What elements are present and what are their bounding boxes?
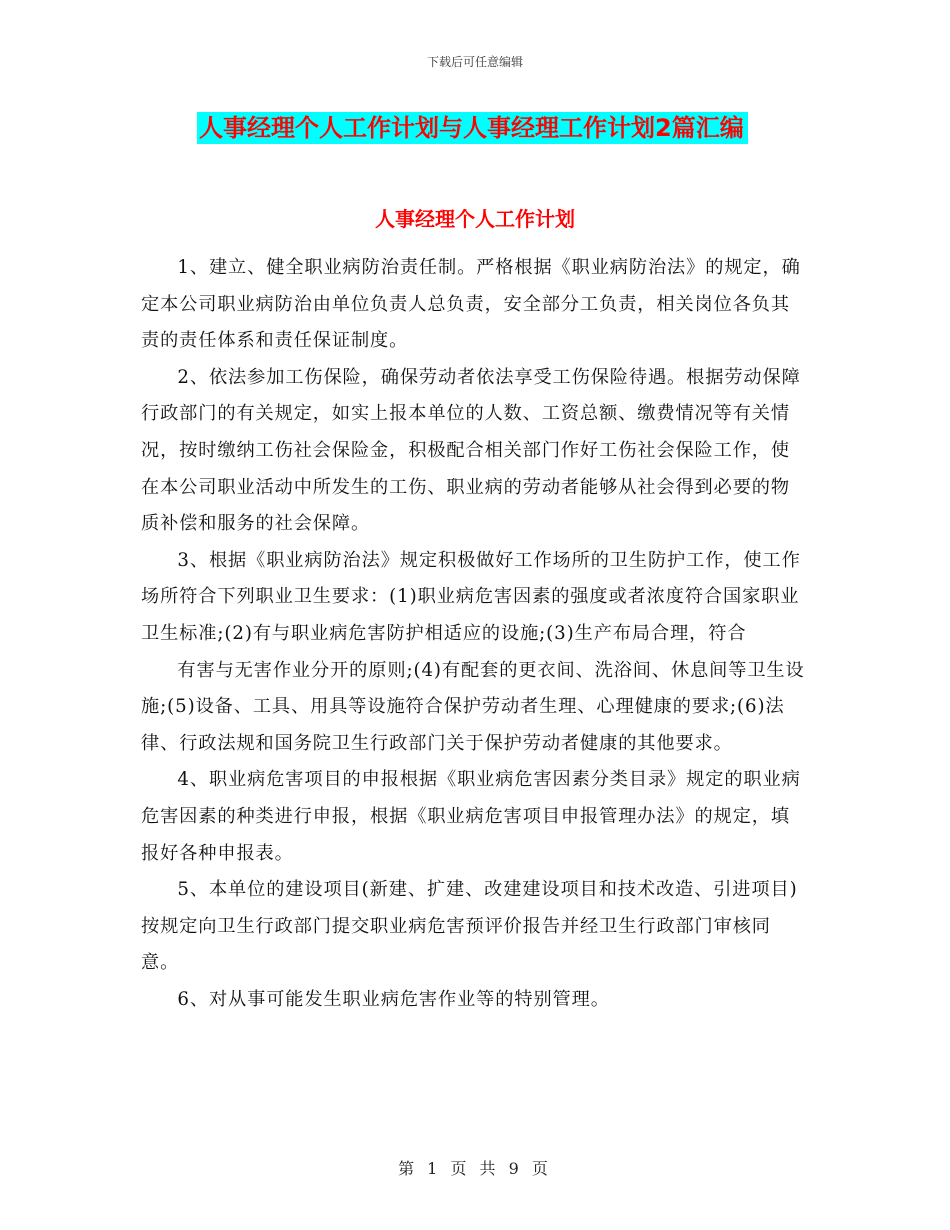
page-footer: 第 1 页 共 9 页: [398, 1159, 552, 1178]
paragraph-6: 5、本单位的建设项目(新建、扩建、改建建设项目和技术改造、引进项目)按规定向卫生行政部门提交职业病危害预评价报告并经卫生行政部门审核同意。: [141, 879, 798, 974]
paragraph-4: 有害与无害作业分开的原则;(4)有配套的更衣间、洗浴间、休息间等卫生设施;(5)设备、工具、用具等设施符合保护劳动者生理、心理健康的要求;(6)法律、行政法规和国务院卫生行政部门关于保护劳动者健康的其他要求。: [141, 659, 805, 754]
section-title: 人事经理个人工作计划: [375, 207, 575, 231]
paragraph-1: 1、建立、健全职业病防治责任制。严格根据《职业病防治法》的规定，确定本公司职业病防治由单位负责人总负责，安全部分工负责，相关岗位各负其责的责任体系和责任保证制度。: [141, 257, 801, 352]
paragraph-5: 4、职业病危害项目的申报根据《职业病危害因素分类目录》规定的职业病危害因素的种类进行申报，根据《职业病危害项目申报管理办法》的规定，填报好各种申报表。: [141, 769, 801, 864]
paragraph-2: 2、依法参加工伤保险，确保劳动者依法享受工伤保险待遇。根据劳动保障行政部门的有关规定，如实上报本单位的人数、工资总额、缴费情况等有关情况，按时缴纳工伤社会保险金，积极配合相关部门作好工伤社会保险工作，使在本公司职业活动中所发生的工伤、职业病的劳动者能够从社会得到必要的物质补偿和服务的社会保障。: [141, 366, 801, 535]
paragraph-7: 6、对从事可能发生职业病危害作业等的特别管理。: [177, 988, 610, 1010]
paragraph-3: 3、根据《职业病防治法》规定积极做好工作场所的卫生防护工作，使工作场所符合下列职业卫生要求：(1)职业病危害因素的强度或者浓度符合国家职业卫生标准;(2)有与职业病危害防护相适应的设施;(3)生产布局合理，符合: [141, 549, 801, 644]
header-note: 下载后可任意编辑: [426, 55, 523, 69]
document-title: 人事经理个人工作计划与人事经理工作计划2篇汇编: [197, 112, 748, 144]
body-text: [141, 250, 806, 1018]
